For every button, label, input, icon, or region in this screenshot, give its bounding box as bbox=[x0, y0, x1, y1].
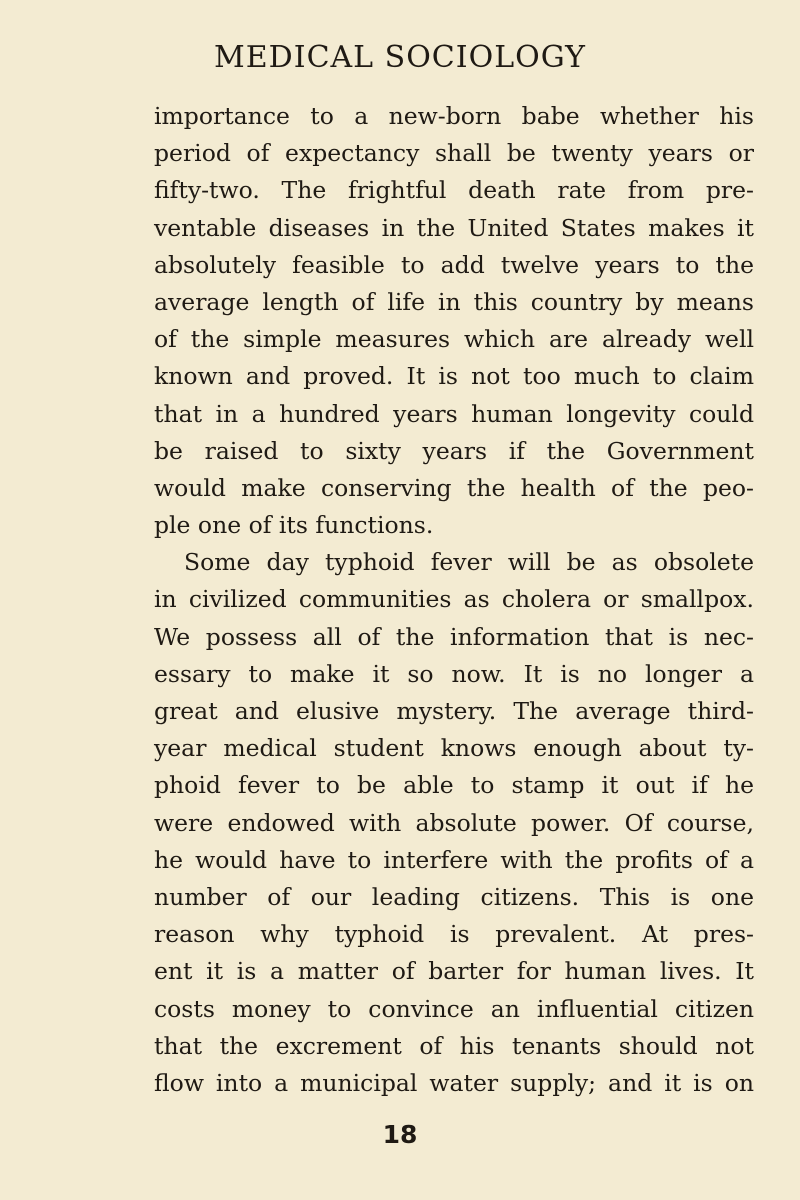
text-line: We possess all of the information that is nec- bbox=[154, 622, 754, 651]
text-line: period of expectancy shall be twenty years or bbox=[154, 139, 754, 168]
text-line: essary to make it so now. It is no longer a bbox=[154, 659, 754, 688]
text-line: costs money to convince an influential citizen bbox=[154, 994, 754, 1023]
paragraph-end-line: ple one of its functions. bbox=[154, 511, 434, 540]
text-line: were endowed with absolute power. Of course, bbox=[154, 808, 754, 837]
text-line: he would have to interfere with the profits of a bbox=[154, 845, 754, 874]
text-line: that in a hundred years human longevity could bbox=[154, 399, 754, 428]
text-line: be raised to sixty years if the Government bbox=[154, 436, 754, 465]
text-line: of the simple measures which are already well bbox=[154, 325, 754, 354]
text-line: absolutely feasible to add twelve years to the bbox=[154, 250, 754, 279]
body-text bbox=[154, 98, 754, 1102]
paragraph-start-line: Some day typhoid fever will be as obsolete bbox=[184, 548, 754, 577]
text-line: flow into a municipal water supply; and it is on bbox=[154, 1068, 754, 1097]
text-line: in civilized communities as cholera or smallpox. bbox=[154, 585, 754, 614]
text-line: year medical student knows enough about ty- bbox=[154, 734, 754, 763]
running-head: MEDICAL SOCIOLOGY bbox=[214, 40, 586, 75]
text-line: average length of life in this country by means bbox=[154, 287, 754, 316]
text-line: reason why typhoid is prevalent. At pres- bbox=[154, 920, 754, 949]
text-line: ventable diseases in the United States makes it bbox=[154, 213, 754, 242]
text-line: known and proved. It is not too much to claim bbox=[154, 362, 754, 391]
text-line: that the excrement of his tenants should not bbox=[154, 1031, 754, 1060]
text-line: phoid fever to be able to stamp it out if he bbox=[154, 771, 754, 800]
text-line: would make conserving the health of the peo- bbox=[154, 473, 754, 502]
text-line: number of our leading citizens. This is one bbox=[154, 882, 754, 911]
text-line: importance to a new-born babe whether his bbox=[154, 102, 754, 130]
text-line: ent it is a matter of barter for human lives. It bbox=[154, 957, 754, 986]
text-line: great and elusive mystery. The average third- bbox=[154, 697, 754, 725]
page-number: 18 bbox=[382, 1120, 418, 1149]
text-line: fifty-two. The frightful death rate from pre- bbox=[154, 176, 754, 205]
